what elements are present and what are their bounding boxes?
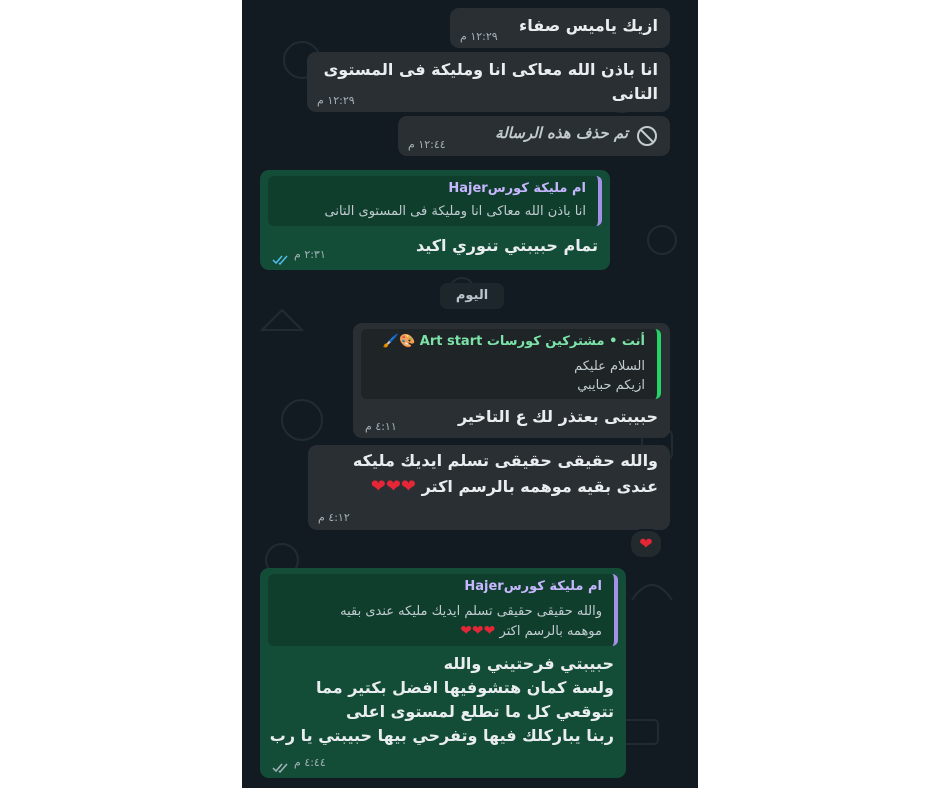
quoted-sender: أنت • مشتركين كورسات Art start 🎨🖌️ [382,334,645,349]
heart-reaction[interactable]: ❤ [629,529,663,559]
heart-icon: ❤❤❤ [460,623,496,639]
day-separator: اليوم [440,283,504,309]
message-text-line4: ربنا يباركلك فيها وتفرحي بيها حبيبتي يا رب [269,726,614,745]
message-time: ٤:٤٤ م [294,756,326,769]
heart-icon: ❤❤❤ [370,476,417,497]
message-text-line1: انا باذن الله معاكى انا ومليكة فى المستوى [323,60,658,79]
message-bubble[interactable] [353,323,670,438]
message-bubble[interactable] [260,170,610,270]
message-bubble[interactable] [450,8,670,48]
quoted-message[interactable] [268,574,618,646]
message-text: تمام حبيبتي تنوري اكيد [415,236,598,255]
message-text-line2: التانى [611,84,658,103]
message-time: ١٢:٤٤ م [408,138,446,151]
double-check-icon [272,250,290,260]
double-check-icon [272,758,290,768]
message-time: ٤:١٢ م [318,511,350,524]
message-text-line2: عندى بقيه موهمه بالرسم اكتر ❤❤❤ [370,476,658,497]
message-bubble[interactable] [308,445,670,530]
blocked-icon [636,125,658,147]
quoted-text-line2: موهمه بالرسم اكتر ❤❤❤ [460,623,602,639]
message-time: ١٢:٢٩ م [460,30,498,43]
quoted-text-line2: ازيكم حبايبي [577,378,645,393]
quoted-text-line1: السلام عليكم [574,359,645,374]
message-time: ١٢:٢٩ م [317,94,355,107]
message-text: ازيك ياميس صفاء [519,16,658,35]
quoted-sender: ام مليكة كورسHajer [464,579,602,594]
quoted-message[interactable] [361,329,661,399]
quoted-sender: ام مليكة كورسHajer [448,181,586,196]
message-bubble[interactable] [307,52,670,112]
deleted-message-text: تم حذف هذه الرسالة [495,124,628,142]
message-text-line3: تتوقعي كل ما تطلع لمستوى اعلى [345,702,614,721]
quoted-message[interactable] [268,176,602,226]
message-text: حبيبتى بعتذر لك ع التاخير [457,407,658,426]
message-time: ٢:٣١ م [294,248,326,261]
quoted-text: انا باذن الله معاكى انا ومليكة فى المستوى التانى [324,204,586,219]
message-bubble[interactable] [260,568,626,778]
message-text-line1: والله حقيقى حقيقى تسلم ايديك مليكه [352,451,658,470]
quoted-text-line1: والله حقيقى حقيقى تسلم ايديك مليكه عندى بقيه [340,604,602,619]
deleted-message-bubble[interactable] [398,116,670,156]
message-time: ٤:١١ م [365,420,397,433]
message-text-line2: ولسة كمان هتشوفيها افضل بكتير مما [316,678,614,697]
message-text-line1: حبيبتي فرحتيني والله [443,654,614,673]
